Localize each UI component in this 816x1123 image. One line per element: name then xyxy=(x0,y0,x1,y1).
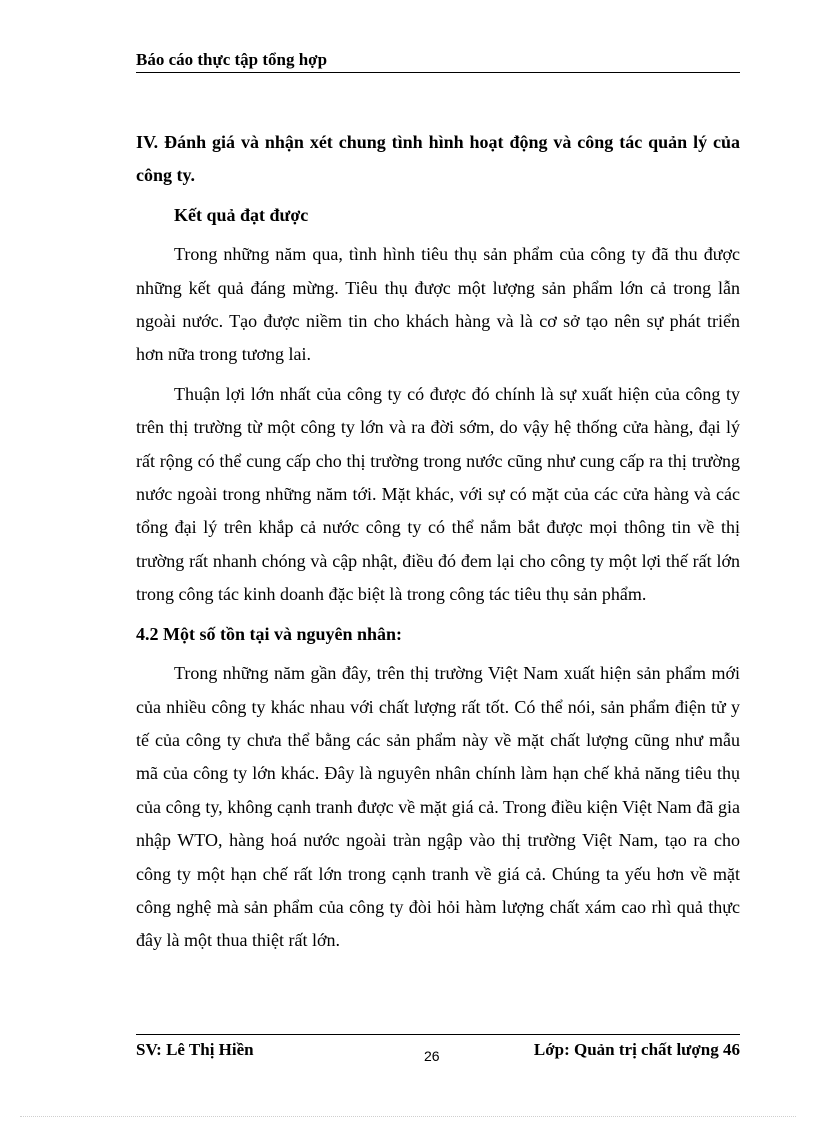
page-header xyxy=(136,48,740,73)
footer-divider xyxy=(136,1034,740,1035)
page-edge-divider xyxy=(20,1116,796,1117)
paragraph: Thuận lợi lớn nhất của công ty có được đó chính là sự xuất hiện của công ty trên thị trường từ một công ty lớn và ra đời sớm, do vậy hệ thống cửa hàng, đại lý rất rộng có thể cung cấp cho thị trường trong nước cũng như cung cấp ra thị trường nước ngoài trong những năm tới. Mặt khác, với sự có mặt của các cửa hàng và các tổng đại lý trên khắp cả nước công ty có thể nắm bắt được mọi thông tin về thị trường rất nhanh chóng và cập nhật, điều đó đem lại cho công ty một lợi thế rất lớn trong công tác kinh doanh đặc biệt là trong công tác tiêu thụ sản phẩm. xyxy=(136,383,740,605)
section-2-heading: 4.2 Một số tồn tại và nguyên nhân: xyxy=(136,623,403,644)
footer-student: SV: Lê Thị Hiền xyxy=(136,1040,254,1059)
section-heading: IV. Đánh giá và nhận xét chung tình hình hoạt động và công tác quản lý của công ty. xyxy=(136,132,740,186)
footer-class: Lớp: Quản trị chất lượng 46 xyxy=(533,1040,740,1059)
paragraph: Trong những năm qua, tình hình tiêu thụ sản phẩm của công ty đã thu được những kết quả đáng mừng. Tiêu thụ được một lượng sản phẩm lớn cả trong lẫn ngoài nước. Tạo được niềm tin cho khách hàng và là cơ sở tạo nên sự phát triển hơn nữa trong tương lai. xyxy=(136,244,740,365)
paragraph: Trong những năm gần đây, trên thị trường Việt Nam xuất hiện sản phẩm mới của nhiều công ty khác nhau với chất lượng rất tốt. Có thể nói, sản phẩm điện tử y tế của công ty chưa thể bằng các sản phẩm này về mặt chất lượng cũng như mẫu mã của công ty lớn khác. Đây là nguyên nhân chính làm hạn chế khả năng tiêu thụ của công ty, không cạnh tranh được về mặt giá cả. Trong điều kiện Việt Nam đã gia nhập WTO, hàng hoá nước ngoài tràn ngập vào thị trường Việt Nam, tạo ra cho công ty một hạn chế rất lớn trong cạnh tranh về giá cả. Chúng ta yếu hơn về mặt công nghệ mà sản phẩm của công ty đòi hỏi hàm lượng chất xám cao rhì quả thực đây là một thua thiệt rất lớn. xyxy=(136,663,740,951)
header-title: Báo cáo thực tập tổng hợp xyxy=(136,50,328,69)
page-body xyxy=(136,126,740,958)
page-number: 26 xyxy=(424,1048,440,1064)
sub-heading: Kết quả đạt được xyxy=(174,204,309,225)
